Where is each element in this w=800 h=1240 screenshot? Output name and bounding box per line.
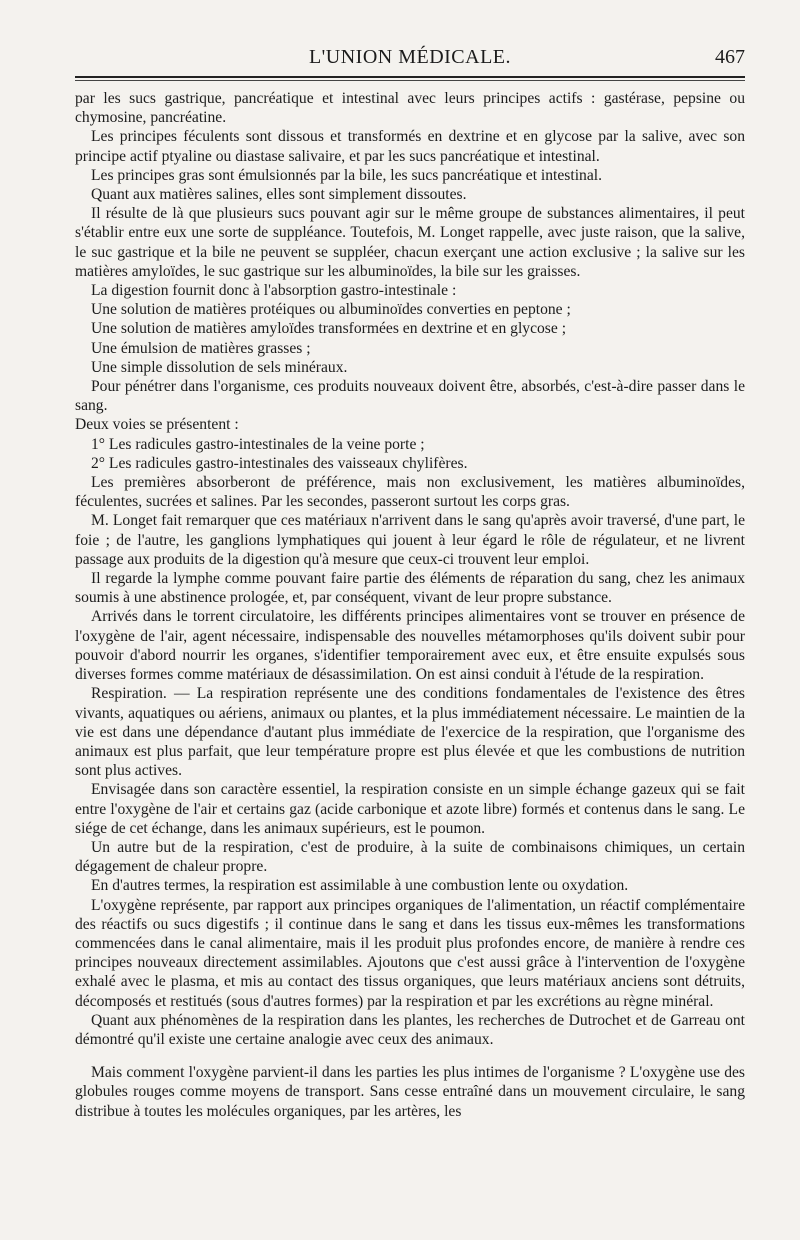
paragraph: Les principes féculents sont dissous et transformés en dextrine et en glycose par la salive, avec son principe actif ptyaline ou diastase salivaire, et par les sucs pancréatique et intestinal. bbox=[75, 128, 745, 165]
paragraph: Envisagée dans son caractère essentiel, la respiration consiste en un simple échange gazeux qui se fait entre l'oxygène de l'air et certains gaz (acide carbonique et azote libre) formés et contenus dans le sang. Le siége de cet échange, dans les animaux supérieurs, est le poumon. bbox=[75, 781, 745, 837]
paragraph: Arrivés dans le torrent circulatoire, les différents principes alimentaires vont se trouver en présence de l'oxygène de l'air, agent nécessaire, indispensable des nouvelles métamorphoses qu'ils doivent subir pour pouvoir d'abord nourrir les organes, s'identifier temporairement avec eux, et être ensuite expulsés sous diverses formes comme matériaux de désassimilation. On est ainsi conduit à l'étude de la respiration. bbox=[75, 608, 745, 684]
page-number: 467 bbox=[715, 46, 745, 68]
paragraph: Les premières absorberont de préférence, mais non exclusivement, les matières albuminoïdes, féculentes, sucrées et salines. Par les secondes, passeront surtout les corps gras. bbox=[75, 474, 745, 511]
paragraph: Une solution de matières protéiques ou albuminoïdes converties en peptone ; bbox=[91, 301, 571, 319]
paragraph: Mais comment l'oxygène parvient-il dans les parties les plus intimes de l'organisme ? L'oxygène use des globules rouges comme moyens de transport. Sans cesse entraîné dans un mouvement circulaire, le sang distribue à toutes les molécules organiques, par les artères, les bbox=[75, 1064, 745, 1120]
paragraph: par les sucs gastrique, pancréatique et intestinal avec leurs principes actifs : gastérase, pepsine ou chymosine, pancréatine. bbox=[75, 90, 745, 127]
paragraph: 1° Les radicules gastro-intestinales de la veine porte ; bbox=[91, 435, 425, 453]
paragraph: Il regarde la lymphe comme pouvant faire partie des éléments de réparation du sang, chez les animaux soumis à une abstinence prologée, et, par conséquent, vivant de leur propre substance. bbox=[75, 570, 745, 607]
paragraph: M. Longet fait remarquer que ces matériaux n'arrivent dans le sang qu'après avoir traversé, d'une part, le foie ; de l'autre, les ganglions lymphatiques qui jouent à leur égard le rôle de régulateur, et ne livrent passage aux produits de la digestion qu'à mesure que ceux-ci trouvent leur emploi. bbox=[75, 512, 745, 568]
paragraph: Un autre but de la respiration, c'est de produire, à la suite de combinaisons chimiques, un certain dégagement de chaleur propre. bbox=[75, 838, 745, 876]
paragraph: Deux voies se présentent : bbox=[75, 416, 239, 434]
paragraph: Les principes gras sont émulsionnés par la bile, les sucs pancréatique et intestinal. bbox=[91, 166, 602, 184]
running-title: L'UNION MÉDICALE. bbox=[308, 46, 512, 68]
paragraph: Pour pénétrer dans l'organisme, ces produits nouveaux doivent être, absorbés, c'est-à-dire passer dans le sang. bbox=[75, 378, 745, 415]
paragraph: Quant aux matières salines, elles sont simplement dissoutes. bbox=[91, 186, 467, 204]
paragraph: Une solution de matières amyloïdes transformées en dextrine et en glycose ; bbox=[91, 320, 567, 338]
paragraph: En d'autres termes, la respiration est assimilable à une combustion lente ou oxydation. bbox=[91, 877, 629, 895]
paragraph: Il résulte de là que plusieurs sucs pouvant agir sur le même groupe de substances alimentaires, il peut s'établir entre eux une sorte de suppléance. Toutefois, M. Longet rappelle, avec juste raison, que la salive, le suc gastrique et la bile ne peuvent se suppléer, chacun exerçant une action exclusive ; la salive sur les matières amyloïdes, le suc gastrique sur les albuminoïdes, la bile sur les graisses. bbox=[75, 205, 745, 280]
page-header bbox=[75, 44, 745, 74]
paragraph: Quant aux phénomènes de la respiration dans les plantes, les recherches de Dutrochet et de Garreau ont démontré qu'il existe une certaine analogie avec ceux des animaux. bbox=[75, 1011, 745, 1048]
header-rule bbox=[75, 76, 745, 78]
paragraph: Respiration. — La respiration représente une des conditions fondamentales de l'existence des êtres vivants, aquatiques ou aériens, animaux ou plantes, et la plus immédiatement nécessaire. Le maintien de la vie est dans une dépendance d'autant plus immédiate de l'exercice de la respiration, que l'organisme des animaux est plus parfait, que leur température propre est plus élevée et que les combustions de nutrition sont plus actives. bbox=[75, 685, 745, 780]
paragraph: Une émulsion de matières grasses ; bbox=[91, 339, 311, 357]
paragraph: 2° Les radicules gastro-intestinales des vaisseaux chylifères. bbox=[91, 454, 468, 472]
header-rule-thin bbox=[75, 80, 745, 81]
body-text bbox=[75, 89, 745, 1121]
paragraph: La digestion fournit donc à l'absorption gastro-intestinale : bbox=[91, 282, 457, 300]
paragraph: Une simple dissolution de sels minéraux. bbox=[91, 358, 348, 376]
paragraph: L'oxygène représente, par rapport aux principes organiques de l'alimentation, un réactif complémentaire des réactifs ou sucs digestifs ; il continue dans le sang et dans les tissus eux-mêmes les transformations commencées dans le canal alimentaire, mais il les produit plus profondes encore, de manière à rendre ces principes nouveaux directement assimilables. Ajoutons que c'est aussi grâce à l'intervention de l'oxygène exhalé avec le plasma, et mis au contact des tissus organiques, que leurs matériaux anciens sont détruits, décomposés et restitués (sous d'autres formes) par la respiration et par les excrétions au règne minéral. bbox=[75, 896, 745, 1010]
